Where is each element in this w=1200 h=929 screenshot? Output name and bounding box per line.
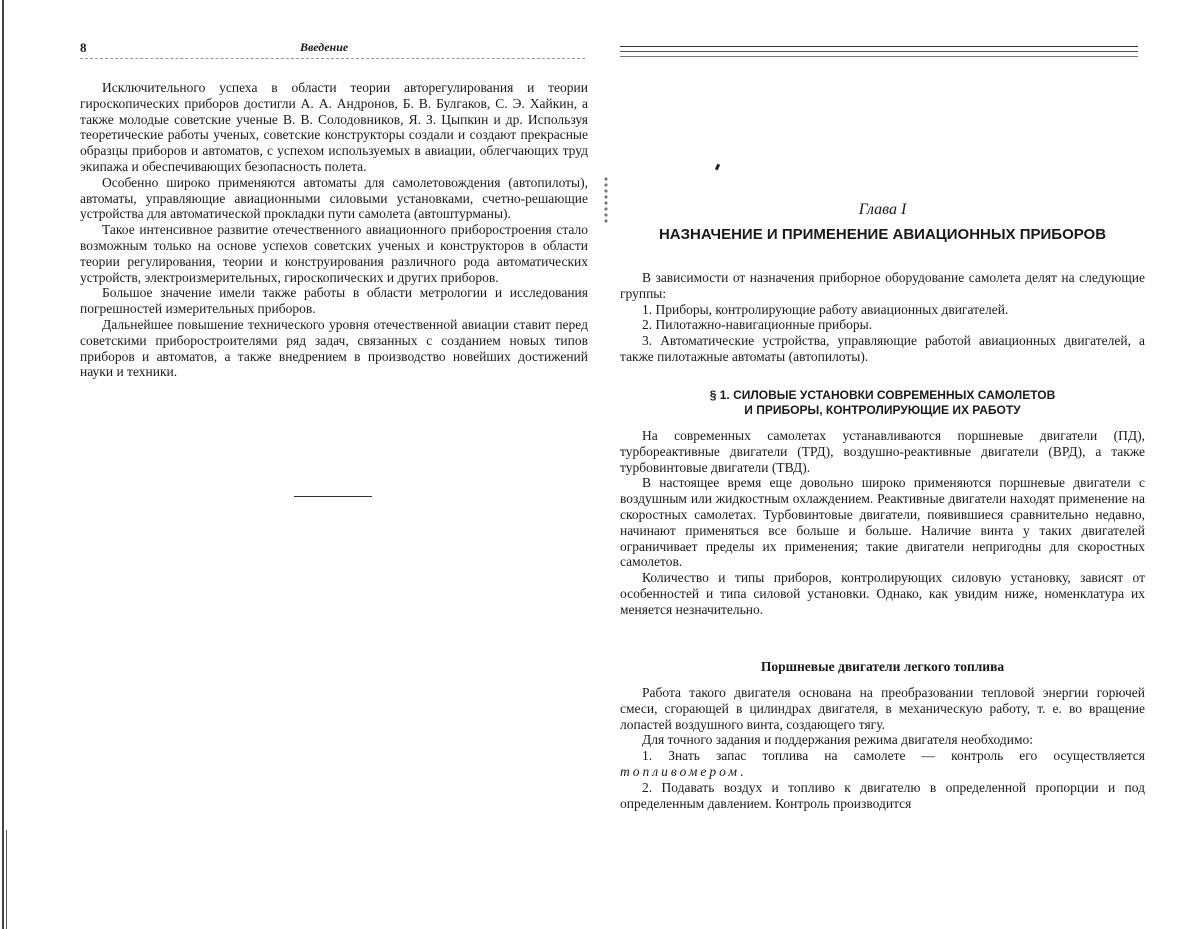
running-head <box>80 36 590 58</box>
page-number: 8 <box>80 40 87 55</box>
list-item: 3. Автоматические устройства, управляющие работой авиационных двигателей, а также пилотажные автоматы (автопилоты). <box>620 333 1145 364</box>
header-rule <box>620 46 1138 47</box>
section-body <box>620 428 1145 618</box>
subsection-heading: Поршневые двигатели легкого топлива <box>760 659 1005 674</box>
scan-edge-line <box>2 0 4 929</box>
header-rule <box>80 58 585 59</box>
paragraph: Работа такого двигателя основана на преобразовании тепловой энергии горючей смеси, сгорающей в цилиндрах двигателя, в механическую работу, т. е. во вращение лопастей воздушного винта, создающего тягу. <box>620 685 1145 732</box>
left-page <box>80 36 590 380</box>
left-body <box>80 80 588 380</box>
item-text: 1. Знать запас топлива на самолете — контроль его осуществляется <box>642 748 1145 764</box>
header-rule <box>620 51 1138 52</box>
paragraph: Количество и типы приборов, контролирующих силовую установку, зависят от особенностей и типа силовой установки. Однако, как увидим ниже, номенклатура их меняется незначительно. <box>620 570 1145 617</box>
paragraph: Большое значение имели также работы в области метрологии и исследования погрешностей измерительных приборов. <box>80 285 588 317</box>
paragraph: В настоящее время еще довольно широко применяются поршневые двигатели с воздушным или жидкостным охлаждением. Реактивные двигатели находят применение на скоростных самолетах. Турбовинтовые двигатели, появившиеся сравнительно недавно, начинают применяться все больше и больше. Наличие винта у таких двигателей ограничивает пределы их применения; такие двигатели непригодны для скоростных самолетов. <box>620 475 1145 570</box>
list-item: 2. Подавать воздух и топливо к двигателю в определенной пропорции и под определенным давлением. Контроль производится <box>620 779 1145 811</box>
paragraph: В зависимости от назначения приборное оборудование самолета делят на следующие группы: <box>620 270 1145 301</box>
header-rule <box>620 56 1138 57</box>
paragraph: На современных самолетах устанавливаются поршневые двигатели (ПД), турбореактивные двигатели (ТРД), воздушно-реактивные двигатели (ВРД), а также турбовинтовые двигатели (ТВД). <box>620 428 1145 475</box>
group-list <box>620 302 1145 365</box>
item-punctuation: . <box>740 763 744 779</box>
chapter-title: НАЗНАЧЕНИЕ И ПРИМЕНЕНИЕ АВИАЦИОННЫХ ПРИБОРОВ <box>658 226 1107 243</box>
chapter-intro <box>620 270 1145 365</box>
paragraph: Дальнейшее повышение технического уровня отечественной авиации ставит перед советскими приборостроителями ряд задач, связанных с созданием новых типов приборов и автоматов, а также внедрением в производство новейших достижений науки и техники. <box>80 316 588 380</box>
scan-edge-line <box>6 830 7 929</box>
scan-dots <box>603 176 609 224</box>
emphasized-term: топливомером <box>620 763 741 779</box>
list-item: 2. Пилотажно-навигационные приборы. <box>642 317 873 333</box>
paragraph: Исключительного успеха в области теории авторегулирования и теории гироскопических приборов достигли А. А. Андронов, Б. В. Булгаков, С. Э. Хайкин, а также молодые советские ученые В. В. Солодовников, Я. З. Цыпкин и др. Используя теоретические работы ученых, советские конструкторы создали и создают прекрасные образцы приборов и автоматов, с успехом используемых в авиации, облегчающих труд экипажа и обеспечивающих безопасность полета. <box>80 80 588 174</box>
paragraph: Особенно широко применяются автоматы для самолетовождения (автопилоты), автоматы, управляющие авиационными силовыми установками, счетно-решающие устройства для автоматической прокладки пути самолета (автоштурманы). <box>80 174 588 222</box>
section-heading-line: И ПРИБОРЫ, КОНТРОЛИРУЮЩИЕ ИХ РАБОТУ <box>744 403 1021 417</box>
list-item <box>620 748 1145 780</box>
running-title: Введение <box>300 40 349 54</box>
scan-speck <box>715 164 720 171</box>
list-item: 1. Приборы, контролирующие работу авиационных двигателей. <box>642 301 1009 317</box>
section-heading-line: § 1. СИЛОВЫЕ УСТАНОВКИ СОВРЕМЕННЫХ САМОЛЕТОВ <box>709 388 1056 402</box>
subsection-body <box>620 685 1145 811</box>
paragraph: Такое интенсивное развитие отечественного авиационного приборостроения стало возможным только на основе успехов советских ученых и конструкторов в области теории регулирования, теории и конструирования различного рода автоматических устройств, электроизмерительных, гироскопических и других приборов. <box>80 222 588 285</box>
paragraph: Для точного задания и поддержания режима двигателя необходимо: <box>642 732 1034 748</box>
chapter-label: Глава I <box>858 201 907 218</box>
section-heading <box>620 388 1145 418</box>
end-rule <box>294 496 372 497</box>
